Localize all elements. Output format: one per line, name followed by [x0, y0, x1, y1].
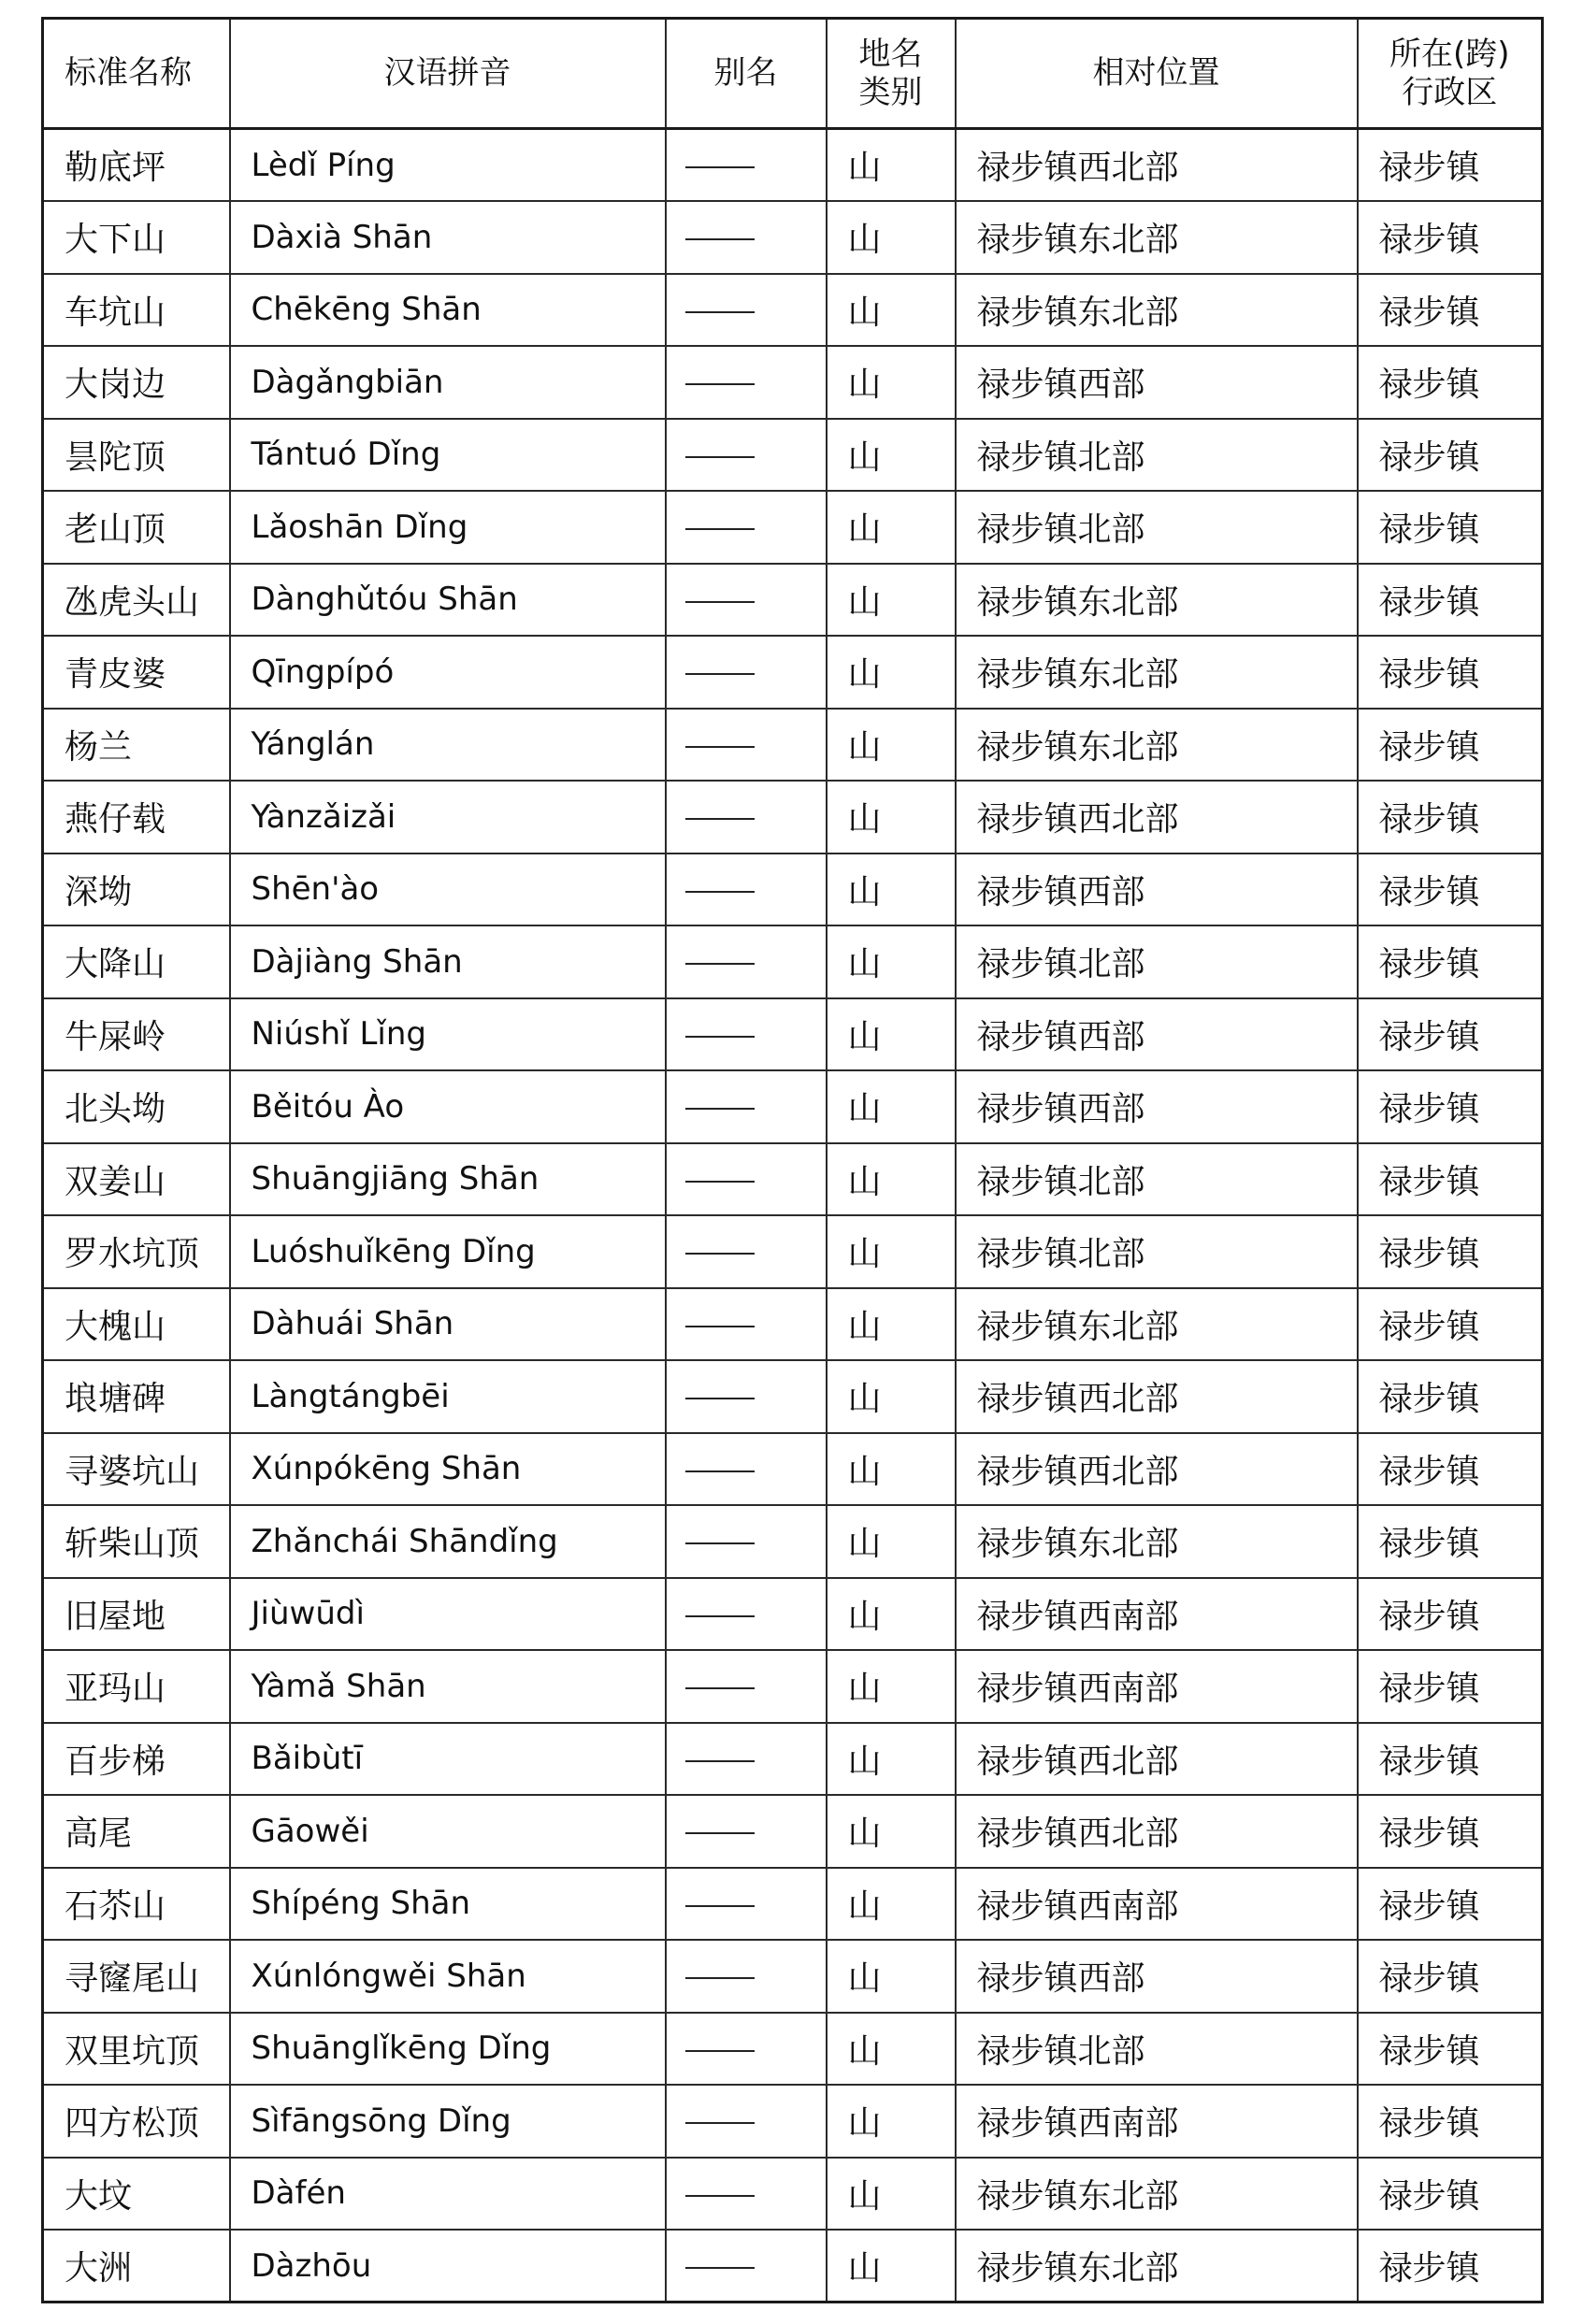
cell-relative-position: 禄步镇东北部	[956, 636, 1358, 709]
cell-place-type: 山	[827, 998, 956, 1071]
cell-pinyin: Lǎoshān Dǐng	[230, 491, 666, 564]
cell-alias	[666, 201, 827, 274]
cell-admin-region: 禄步镇	[1358, 781, 1543, 854]
cell-admin-region: 禄步镇	[1358, 2085, 1543, 2158]
cell-alias	[666, 1505, 827, 1578]
cell-admin-region: 禄步镇	[1358, 1940, 1543, 2013]
cell-alias	[666, 1360, 827, 1433]
cell-admin-region: 禄步镇	[1358, 1288, 1543, 1361]
cell-standard-name: 石苶山	[43, 1868, 230, 1941]
cell-place-type: 山	[827, 854, 956, 926]
cell-pinyin: Shēn'ào	[230, 854, 666, 926]
cell-alias	[666, 2085, 827, 2158]
cell-alias	[666, 1795, 827, 1868]
header-admin-region-line2: 行政区	[1402, 73, 1498, 111]
cell-standard-name: 埌塘碑	[43, 1360, 230, 1433]
cell-place-type: 山	[827, 201, 956, 274]
alias-dash	[685, 2050, 755, 2052]
cell-relative-position: 禄步镇西北部	[956, 129, 1358, 202]
cell-pinyin: Lèdǐ Píng	[230, 129, 666, 202]
cell-place-type: 山	[827, 491, 956, 564]
cell-standard-name: 杨兰	[43, 709, 230, 782]
table-row	[43, 709, 1543, 782]
cell-standard-name: 燕仔载	[43, 781, 230, 854]
cell-admin-region: 禄步镇	[1358, 1723, 1543, 1796]
cell-standard-name: 斩柴山顶	[43, 1505, 230, 1578]
cell-standard-name: 罗水坑顶	[43, 1215, 230, 1288]
cell-alias	[666, 1143, 827, 1216]
cell-relative-position: 禄步镇西部	[956, 1070, 1358, 1143]
cell-relative-position: 禄步镇东北部	[956, 1505, 1358, 1578]
alias-dash	[685, 2122, 755, 2124]
cell-admin-region: 禄步镇	[1358, 998, 1543, 1071]
alias-dash	[685, 891, 755, 893]
cell-place-type: 山	[827, 1940, 956, 2013]
table-row	[43, 2013, 1543, 2086]
cell-place-type: 山	[827, 1433, 956, 1506]
cell-standard-name: 氹虎头山	[43, 564, 230, 637]
table-row	[43, 1650, 1543, 1723]
cell-pinyin: Běitóu Ào	[230, 1070, 666, 1143]
cell-standard-name: 北头坳	[43, 1070, 230, 1143]
cell-alias	[666, 1070, 827, 1143]
cell-admin-region: 禄步镇	[1358, 709, 1543, 782]
cell-standard-name: 牛屎岭	[43, 998, 230, 1071]
cell-pinyin: Dàxià Shān	[230, 201, 666, 274]
cell-place-type: 山	[827, 1288, 956, 1361]
table-row	[43, 1578, 1543, 1651]
cell-alias	[666, 564, 827, 637]
cell-alias	[666, 781, 827, 854]
alias-dash	[685, 1687, 755, 1689]
alias-dash	[685, 528, 755, 530]
cell-relative-position: 禄步镇东北部	[956, 274, 1358, 347]
cell-standard-name: 高尾	[43, 1795, 230, 1868]
cell-pinyin: Dànghǔtóu Shān	[230, 564, 666, 637]
cell-pinyin: Làngtángbēi	[230, 1360, 666, 1433]
cell-admin-region: 禄步镇	[1358, 1505, 1543, 1578]
cell-alias	[666, 2230, 827, 2302]
cell-relative-position: 禄步镇西南部	[956, 2085, 1358, 2158]
cell-alias	[666, 491, 827, 564]
alias-dash	[685, 1615, 755, 1617]
cell-relative-position: 禄步镇西部	[956, 998, 1358, 1071]
alias-dash	[685, 166, 755, 168]
cell-admin-region: 禄步镇	[1358, 274, 1543, 347]
cell-place-type: 山	[827, 2085, 956, 2158]
cell-admin-region: 禄步镇	[1358, 1578, 1543, 1651]
cell-alias	[666, 854, 827, 926]
cell-alias	[666, 2158, 827, 2231]
cell-alias	[666, 1215, 827, 1288]
cell-standard-name: 旧屋地	[43, 1578, 230, 1651]
cell-standard-name: 百步梯	[43, 1723, 230, 1796]
alias-dash	[685, 601, 755, 603]
cell-relative-position: 禄步镇东北部	[956, 564, 1358, 637]
cell-relative-position: 禄步镇西南部	[956, 1868, 1358, 1941]
cell-pinyin: Xúnpókēng Shān	[230, 1433, 666, 1506]
header-place-type-line2: 类别	[858, 73, 923, 111]
cell-pinyin: Sìfāngsōng Dǐng	[230, 2085, 666, 2158]
cell-place-type: 山	[827, 346, 956, 419]
cell-relative-position: 禄步镇东北部	[956, 2230, 1358, 2302]
header-pinyin: 汉语拼音	[230, 19, 666, 129]
alias-dash	[685, 311, 755, 313]
alias-dash	[685, 383, 755, 385]
header-standard-name: 标准名称	[43, 19, 230, 129]
alias-dash	[685, 2267, 755, 2269]
cell-relative-position: 禄步镇北部	[956, 2013, 1358, 2086]
cell-relative-position: 禄步镇东北部	[956, 2158, 1358, 2231]
cell-admin-region: 禄步镇	[1358, 925, 1543, 998]
cell-admin-region: 禄步镇	[1358, 346, 1543, 419]
cell-standard-name: 昙陀顶	[43, 419, 230, 492]
cell-admin-region: 禄步镇	[1358, 1143, 1543, 1216]
alias-dash	[685, 1036, 755, 1038]
table-row	[43, 781, 1543, 854]
table-row	[43, 1288, 1543, 1361]
table-row	[43, 1215, 1543, 1288]
cell-alias	[666, 925, 827, 998]
cell-place-type: 山	[827, 274, 956, 347]
cell-standard-name: 大洲	[43, 2230, 230, 2302]
cell-place-type: 山	[827, 1795, 956, 1868]
table-row	[43, 346, 1543, 419]
table-row	[43, 854, 1543, 926]
cell-pinyin: Dàfén	[230, 2158, 666, 2231]
alias-dash	[685, 673, 755, 675]
cell-pinyin: Xúnlóngwěi Shān	[230, 1940, 666, 2013]
table-row	[43, 1433, 1543, 1506]
table-row	[43, 636, 1543, 709]
cell-standard-name: 车坑山	[43, 274, 230, 347]
cell-place-type: 山	[827, 564, 956, 637]
cell-relative-position: 禄步镇东北部	[956, 709, 1358, 782]
header-place-type	[827, 19, 956, 129]
cell-place-type: 山	[827, 419, 956, 492]
table-row	[43, 274, 1543, 347]
table-row	[43, 419, 1543, 492]
cell-admin-region: 禄步镇	[1358, 1070, 1543, 1143]
cell-standard-name: 老山顶	[43, 491, 230, 564]
cell-standard-name: 勒底坪	[43, 129, 230, 202]
alias-dash	[685, 1181, 755, 1183]
cell-place-type: 山	[827, 709, 956, 782]
cell-alias	[666, 419, 827, 492]
cell-relative-position: 禄步镇西部	[956, 854, 1358, 926]
cell-pinyin: Jiùwūdì	[230, 1578, 666, 1651]
alias-dash	[685, 746, 755, 748]
alias-dash	[685, 1905, 755, 1907]
cell-place-type: 山	[827, 1578, 956, 1651]
cell-alias	[666, 1868, 827, 1941]
cell-pinyin: Dàzhōu	[230, 2230, 666, 2302]
cell-relative-position: 禄步镇西南部	[956, 1578, 1358, 1651]
table-row	[43, 1723, 1543, 1796]
header-admin-region-line1: 所在(跨)	[1389, 35, 1510, 73]
place-name-table	[41, 17, 1544, 2303]
table-row	[43, 1505, 1543, 1578]
alias-dash	[685, 818, 755, 820]
cell-admin-region: 禄步镇	[1358, 2230, 1543, 2302]
cell-place-type: 山	[827, 1215, 956, 1288]
cell-admin-region: 禄步镇	[1358, 1215, 1543, 1288]
cell-alias	[666, 1650, 827, 1723]
alias-dash	[685, 1108, 755, 1110]
header-admin-region	[1358, 19, 1543, 129]
cell-place-type: 山	[827, 1650, 956, 1723]
table-body	[43, 129, 1543, 2302]
cell-admin-region: 禄步镇	[1358, 2158, 1543, 2231]
cell-place-type: 山	[827, 1070, 956, 1143]
alias-dash	[685, 1470, 755, 1472]
cell-standard-name: 大岗边	[43, 346, 230, 419]
cell-pinyin: Yànzǎizǎi	[230, 781, 666, 854]
cell-relative-position: 禄步镇西南部	[956, 1650, 1358, 1723]
cell-alias	[666, 274, 827, 347]
cell-relative-position: 禄步镇东北部	[956, 201, 1358, 274]
cell-alias	[666, 1578, 827, 1651]
table-row	[43, 1143, 1543, 1216]
cell-admin-region: 禄步镇	[1358, 1795, 1543, 1868]
cell-place-type: 山	[827, 129, 956, 202]
cell-alias	[666, 636, 827, 709]
cell-standard-name: 大槐山	[43, 1288, 230, 1361]
cell-relative-position: 禄步镇西北部	[956, 781, 1358, 854]
table-row	[43, 201, 1543, 274]
cell-relative-position: 禄步镇西部	[956, 1940, 1358, 2013]
table-row	[43, 129, 1543, 202]
cell-relative-position: 禄步镇北部	[956, 419, 1358, 492]
cell-admin-region: 禄步镇	[1358, 1360, 1543, 1433]
cell-pinyin: Shuānglǐkēng Dǐng	[230, 2013, 666, 2086]
table-row	[43, 2085, 1543, 2158]
table-row	[43, 1940, 1543, 2013]
alias-dash	[685, 2195, 755, 2197]
cell-admin-region: 禄步镇	[1358, 491, 1543, 564]
alias-dash	[685, 1832, 755, 1834]
cell-relative-position: 禄步镇西北部	[956, 1723, 1358, 1796]
cell-standard-name: 双姜山	[43, 1143, 230, 1216]
cell-admin-region: 禄步镇	[1358, 1433, 1543, 1506]
table-row	[43, 1070, 1543, 1143]
alias-dash	[685, 456, 755, 458]
table-row	[43, 2230, 1543, 2302]
alias-dash	[685, 1542, 755, 1544]
cell-pinyin: Luóshuǐkēng Dǐng	[230, 1215, 666, 1288]
alias-dash	[685, 1398, 755, 1399]
cell-standard-name: 大下山	[43, 201, 230, 274]
cell-relative-position: 禄步镇西部	[956, 346, 1358, 419]
cell-standard-name: 深坳	[43, 854, 230, 926]
cell-pinyin: Yàmǎ Shān	[230, 1650, 666, 1723]
alias-dash	[685, 1326, 755, 1327]
cell-alias	[666, 1433, 827, 1506]
cell-place-type: 山	[827, 2013, 956, 2086]
cell-pinyin: Dàhuái Shān	[230, 1288, 666, 1361]
cell-alias	[666, 1940, 827, 2013]
cell-place-type: 山	[827, 2158, 956, 2231]
table-row	[43, 1868, 1543, 1941]
cell-alias	[666, 1723, 827, 1796]
table-row	[43, 564, 1543, 637]
alias-dash	[685, 238, 755, 240]
alias-dash	[685, 1760, 755, 1762]
cell-standard-name: 青皮婆	[43, 636, 230, 709]
cell-relative-position: 禄步镇北部	[956, 491, 1358, 564]
cell-admin-region: 禄步镇	[1358, 129, 1543, 202]
alias-dash	[685, 1253, 755, 1255]
cell-pinyin: Qīngpípó	[230, 636, 666, 709]
table-row	[43, 1360, 1543, 1433]
cell-place-type: 山	[827, 781, 956, 854]
cell-pinyin: Shípéng Shān	[230, 1868, 666, 1941]
cell-relative-position: 禄步镇东北部	[956, 1288, 1358, 1361]
cell-relative-position: 禄步镇北部	[956, 1143, 1358, 1216]
cell-pinyin: Tántuó Dǐng	[230, 419, 666, 492]
header-place-type-line1: 地名	[858, 35, 923, 73]
cell-alias	[666, 2013, 827, 2086]
cell-admin-region: 禄步镇	[1358, 1650, 1543, 1723]
cell-alias	[666, 998, 827, 1071]
cell-relative-position: 禄步镇西北部	[956, 1360, 1358, 1433]
cell-admin-region: 禄步镇	[1358, 2013, 1543, 2086]
cell-relative-position: 禄步镇北部	[956, 1215, 1358, 1288]
alias-dash	[685, 1977, 755, 1979]
cell-place-type: 山	[827, 1868, 956, 1941]
cell-alias	[666, 709, 827, 782]
cell-pinyin: Niúshǐ Lǐng	[230, 998, 666, 1071]
table-header	[43, 19, 1543, 129]
cell-admin-region: 禄步镇	[1358, 1868, 1543, 1941]
cell-alias	[666, 1288, 827, 1361]
cell-place-type: 山	[827, 1505, 956, 1578]
cell-alias	[666, 346, 827, 419]
cell-pinyin: Dàjiàng Shān	[230, 925, 666, 998]
cell-place-type: 山	[827, 2230, 956, 2302]
cell-alias	[666, 129, 827, 202]
cell-admin-region: 禄步镇	[1358, 636, 1543, 709]
cell-relative-position: 禄步镇西北部	[956, 1795, 1358, 1868]
table-row	[43, 491, 1543, 564]
cell-relative-position: 禄步镇西北部	[956, 1433, 1358, 1506]
cell-standard-name: 大降山	[43, 925, 230, 998]
cell-admin-region: 禄步镇	[1358, 564, 1543, 637]
cell-pinyin: Shuāngjiāng Shān	[230, 1143, 666, 1216]
header-row	[43, 19, 1543, 129]
table-row	[43, 925, 1543, 998]
cell-admin-region: 禄步镇	[1358, 419, 1543, 492]
cell-place-type: 山	[827, 1143, 956, 1216]
cell-place-type: 山	[827, 1360, 956, 1433]
cell-place-type: 山	[827, 1723, 956, 1796]
cell-place-type: 山	[827, 925, 956, 998]
cell-pinyin: Zhǎnchái Shāndǐng	[230, 1505, 666, 1578]
table-row	[43, 1795, 1543, 1868]
header-relative-position: 相对位置	[956, 19, 1358, 129]
cell-pinyin: Dàgǎngbiān	[230, 346, 666, 419]
cell-relative-position: 禄步镇北部	[956, 925, 1358, 998]
cell-pinyin: Gāowěi	[230, 1795, 666, 1868]
cell-admin-region: 禄步镇	[1358, 854, 1543, 926]
cell-admin-region: 禄步镇	[1358, 201, 1543, 274]
cell-pinyin: Bǎibùtī	[230, 1723, 666, 1796]
cell-standard-name: 四方松顶	[43, 2085, 230, 2158]
cell-place-type: 山	[827, 636, 956, 709]
cell-standard-name: 亚玛山	[43, 1650, 230, 1723]
cell-standard-name: 寻窿尾山	[43, 1940, 230, 2013]
table-row	[43, 2158, 1543, 2231]
header-alias: 别名	[666, 19, 827, 129]
cell-pinyin: Chēkēng Shān	[230, 274, 666, 347]
alias-dash	[685, 963, 755, 965]
cell-standard-name: 双里坑顶	[43, 2013, 230, 2086]
cell-standard-name: 寻婆坑山	[43, 1433, 230, 1506]
table-row	[43, 998, 1543, 1071]
cell-standard-name: 大坟	[43, 2158, 230, 2231]
cell-pinyin: Yánglán	[230, 709, 666, 782]
